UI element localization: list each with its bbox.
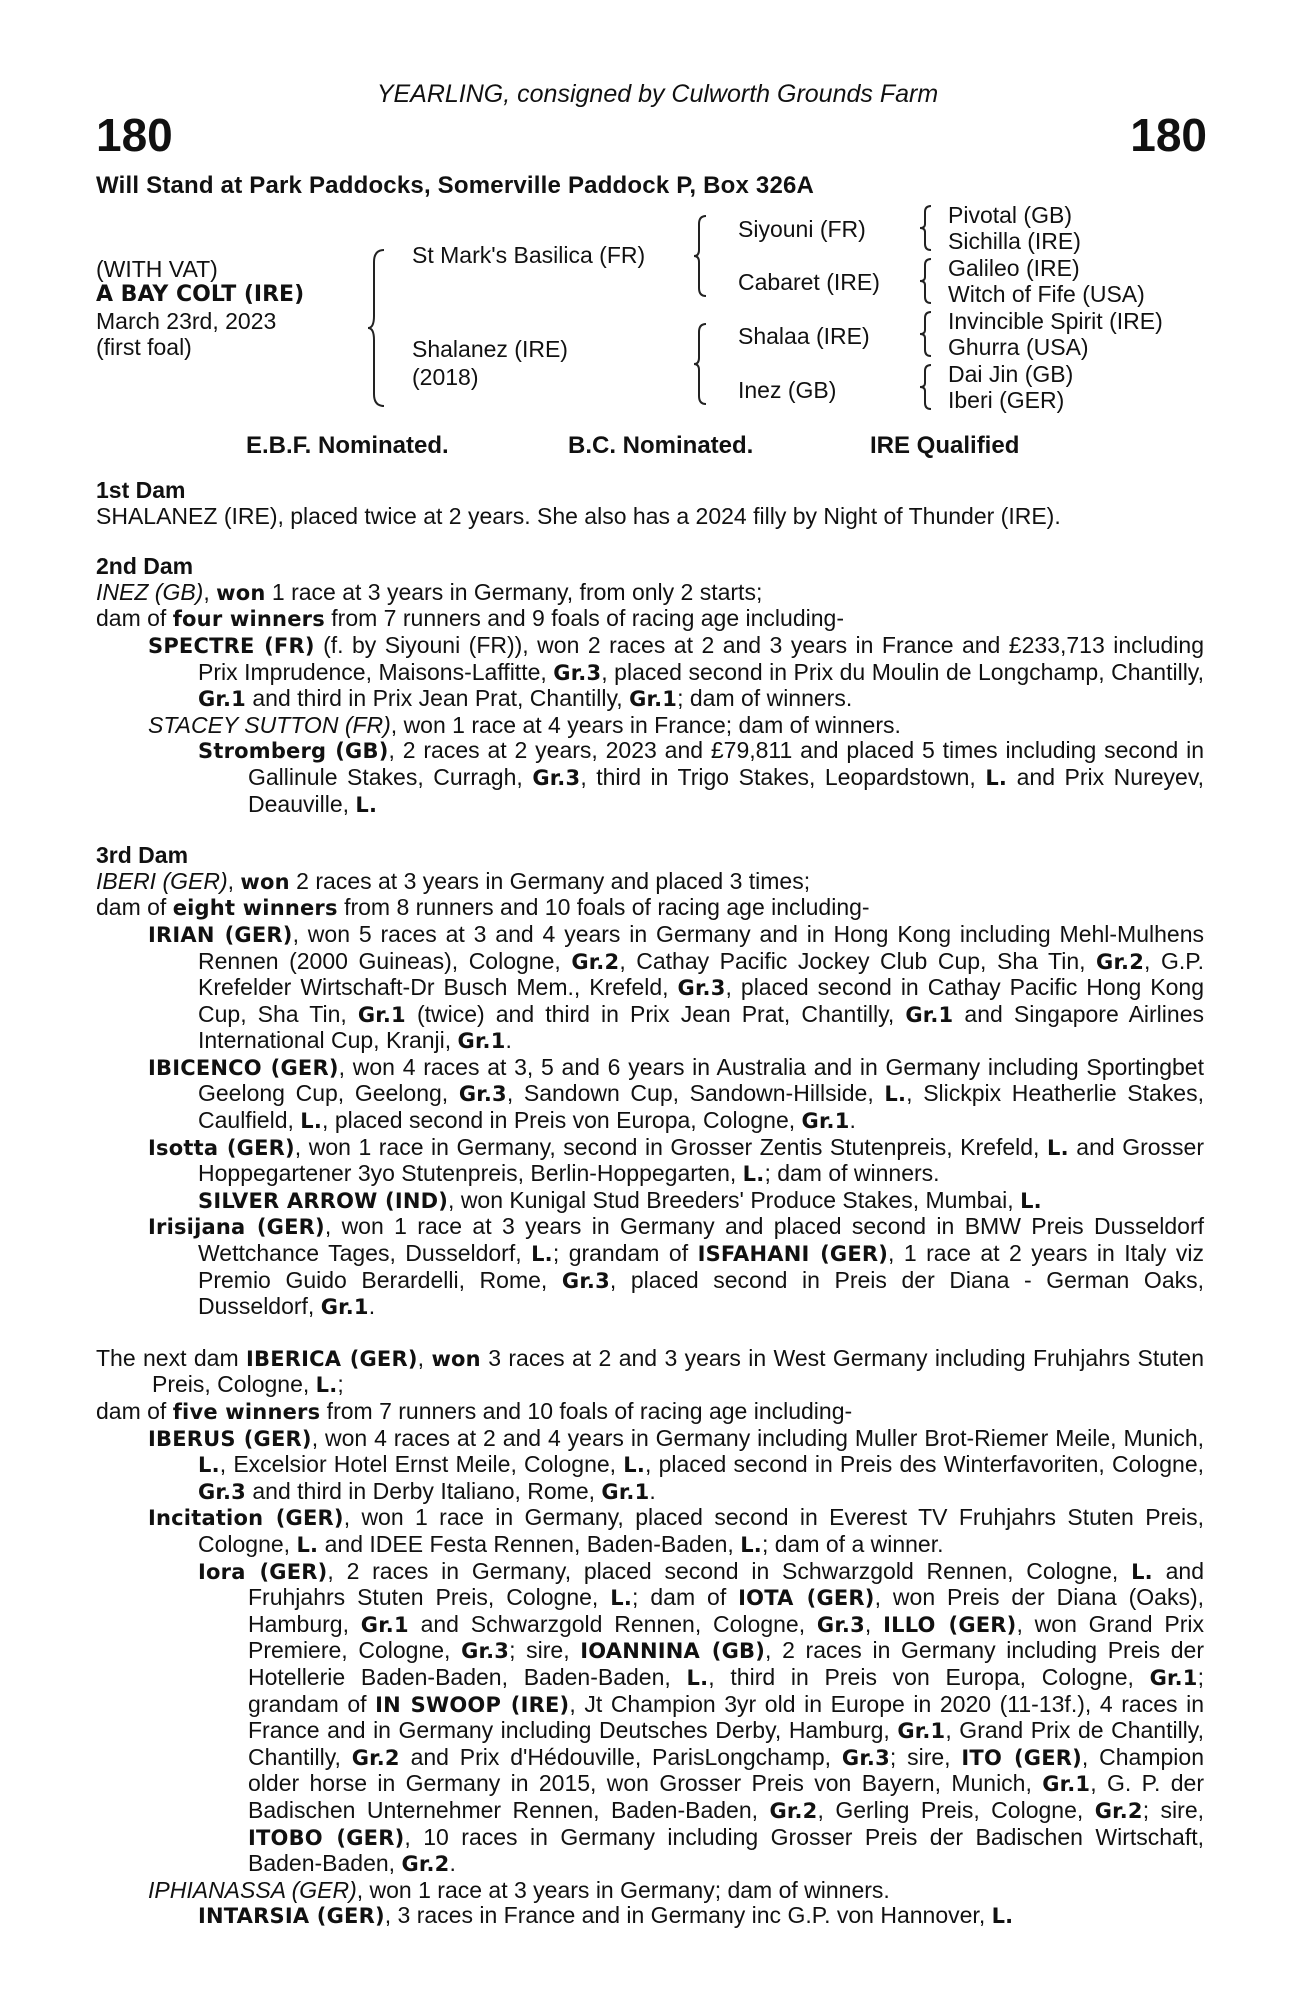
pedigree-brace-main [366,248,388,408]
text-run: , won Preis der Diana (Oaks), Hamburg, [248,1584,1205,1637]
text-run: and Prix Nureyev, Deauville, [248,763,1205,817]
produce-record [96,1559,1204,1878]
bold-text: L. [742,1162,765,1187]
bold-text: IRIAN (GER) [148,922,293,947]
text-run: 1 race at 3 years in Germany, from only 2 starts; [265,578,763,605]
bold-text: SILVER ARROW (IND) [198,1188,449,1213]
grandsire-dai-jin: Dai Jin (GB) [948,361,1074,387]
text-run: dam of [96,605,173,632]
bold-text: Gr.3 [458,1082,507,1107]
text-run: , Gerling Preis, Cologne, [817,1796,1095,1823]
text-run: ; grandam of [248,1663,1205,1717]
text-run: , won Kunigal Stud Breeders' Produce Stakes, Mumbai, [448,1186,1021,1213]
bold-text: Isotta (GER) [148,1135,295,1160]
bold-text: Gr.1 [320,1295,369,1320]
bold-text: L. [610,1586,633,1611]
bold-text: Gr.1 [1149,1665,1198,1690]
bold-text: Gr.1 [629,687,678,712]
text-run: , placed second in Preis der Diana - German Oaks, Dusseldorf, [198,1266,1205,1320]
bold-text: Gr.3 [553,660,602,685]
ebf-nominated: E.B.F. Nominated. [246,432,449,459]
bold-text: L. [300,1109,323,1134]
pedigree-brace-sire [692,214,710,298]
produce-record [96,504,1204,530]
text-run: ; dam of [632,1584,739,1611]
bold-text: Gr.2 [1094,1798,1143,1823]
bold-text: Gr.1 [457,1029,506,1054]
text-run: , Champion older horse in Germany in 2015, won Grosser Preis von Bayern, Munich, [248,1743,1204,1797]
text-run: , 2 races in Germany including Preis der Hotellerie Baden-Baden, Baden-Baden, [248,1637,1205,1690]
text-run: . [368,1293,376,1320]
produce-record [96,1903,1204,1930]
bold-text: Incitation (GER) [148,1506,344,1531]
italic-text: IBERI (GER) [96,867,228,894]
text-run: , placed second in Preis von Europa, Cologne, [322,1107,802,1134]
text-run: , G. P. der Badischen Unternehmer Rennen, Baden-Baden, [248,1770,1204,1823]
bold-text: ISFAHANI (GER) [697,1242,889,1267]
pedigree-section [96,554,1204,818]
bold-text: IOTA (GER) [738,1586,875,1611]
sire: St Mark's Basilica (FR) [412,242,646,268]
bold-text: L. [296,1532,319,1557]
pedigree-brace-dam [692,322,710,406]
granddam-ghurra: Ghurra (USA) [948,334,1089,360]
text-run: . [849,1107,856,1134]
text-run: and third in Derby Italiano, Rome, [246,1477,602,1504]
text-run: ; sire, [889,1743,962,1770]
bold-text: IBERICA (GER) [245,1346,418,1371]
bold-text: four winners [172,607,325,632]
text-run: , 2 races at 2 years, 2023 and £79,811 and placed 5 times including second in Gallinule Stakes, Curragh, [248,737,1205,790]
pedigree-section [96,1346,1204,1930]
stand-location: Will Stand at Park Paddocks, Somerville Paddock P, Box 326A [96,172,815,199]
text-run: and IDEE Festa Rennen, Baden-Baden, [318,1530,741,1557]
bold-text: Gr.3 [461,1639,510,1664]
bold-text: Gr.3 [816,1612,865,1637]
bold-text: IOANNINA (GB) [580,1639,766,1664]
sire-dam: Cabaret (IRE) [738,269,880,295]
text-run: , third in Trigo Stakes, Leopardstown, [580,763,986,790]
text-run: , [417,1344,432,1371]
lot-number-right: 180 [1130,109,1207,161]
bold-text: Gr.1 [357,1002,406,1027]
bold-text: Gr.2 [571,949,620,974]
produce-record [96,895,1204,922]
bold-text: Gr.1 [360,1612,409,1637]
section-gap [96,529,1204,554]
text-run: ; dam of winners. [677,685,853,712]
produce-record [96,606,1204,633]
catalogue-body [96,478,1204,1930]
text-run: , Cathay Pacific Jockey Club Cup, Sha Tin, [619,947,1097,974]
text-run: SHALANEZ (IRE), placed twice at 2 years. She also has a 2024 filly by Night of Thunder (IRE). [96,502,1061,529]
text-run: ; dam of winners. [764,1160,940,1187]
bold-text: five winners [172,1400,321,1424]
produce-record [96,1055,1204,1135]
ire-qualified: IRE Qualified [870,432,1020,459]
text-run: , won 5 races at 3 and 4 years in Germany and in Hong Kong including Mehl-Mulhens Rennen (2000 Guineas), Cologne, [198,920,1204,974]
dam: Shalanez (IRE) [412,336,568,362]
foaling-date: March 23rd, 2023 [96,308,277,334]
italic-text: STACEY SUTTON (FR) [148,711,391,738]
bold-text: Gr.1 [801,1109,850,1134]
text-run: ; sire, [509,1637,581,1664]
bold-text: won [240,869,290,894]
text-run: dam of [96,1398,173,1424]
bold-text: L. [1131,1559,1153,1584]
pedigree-section [96,843,1204,1321]
produce-record [96,1505,1204,1558]
text-run: , [864,1610,884,1637]
bold-text: Gr.2 [351,1745,400,1770]
bold-text: L. [198,1453,220,1478]
section-heading: 1st Dam [96,477,186,503]
text-run: from 7 runners and 10 foals of racing age including- [320,1398,853,1424]
vat-note: (WITH VAT) [96,256,218,282]
text-run: , 2 races in Germany, placed second in Schwarzgold Rennen, Cologne, [327,1557,1132,1584]
bold-text: L. [355,792,378,817]
text-run: , 10 races in Germany including Grosser Preis der Badischen Wirtschaft, Baden-Baden, [248,1823,1204,1877]
produce-record [96,1214,1204,1320]
text-run: , won 1 race in Germany, placed second in Everest TV Fruhjahrs Stuten Preis, Cologne, [198,1504,1205,1557]
text-run: from 7 runners and 9 foals of racing age including- [324,605,844,632]
produce-record [96,713,1204,739]
text-run: , won 1 race at 3 years in Germany and placed second in BMW Preis Dusseldorf Wettchance Tages, Dusseldorf, [198,1213,1204,1267]
bold-text: L. [985,765,1008,790]
bold-text: Gr.2 [1096,949,1145,974]
text-run: ; grandam of [552,1240,698,1267]
text-run: and third in Prix Jean Prat, Chantilly, [246,685,630,712]
bold-text: L. [315,1373,338,1398]
text-run: , G.P. Krefelder Wirtschaft-Dr Busch Mem., Krefeld, [198,947,1204,1001]
bc-nominated: B.C. Nominated. [568,432,754,459]
granddam-witch-of-fife: Witch of Fife (USA) [948,281,1145,307]
bold-text: won [216,580,266,605]
pedigree-brace-g1 [918,204,934,252]
text-run: , 3 races in France and in Germany inc G.P. von Hannover, [384,1902,992,1929]
dam-foaled-year: (2018) [412,364,479,390]
bold-text: L. [623,1453,646,1478]
text-run: (f. by Siyouni (FR)), won 2 races at 2 and 3 years in France and £233,713 including Prix Imprudence, Maisons-Laffitte, [198,631,1204,685]
text-run: dam of [96,894,173,921]
text-run: 2 races at 3 years in Germany and placed 3 times; [289,867,811,894]
section-heading: 3rd Dam [96,842,189,869]
text-run: . [449,1850,456,1877]
text-run: ; dam of a winner. [761,1530,944,1557]
text-run: and Fruhjahrs Stuten Preis, Cologne, [248,1557,1205,1611]
produce-record [96,1135,1204,1188]
text-run: , won 1 race in Germany, second in Grosser Zentis Stutenpreis, Krefeld, [294,1133,1047,1160]
text-run: (twice) and third in Prix Jean Prat, Chantilly, [405,1000,906,1027]
section-gap [96,818,1204,843]
bold-text: Gr.2 [769,1798,818,1823]
text-run: , Jt Champion 3yr old in Europe in 2020 (11-13f.), 4 races in France and in Germany including Deutsches Derby, Hamburg, [248,1690,1205,1744]
lot-number-left: 180 [96,109,173,161]
text-run: , 1 race at 2 years in Italy viz Premio Guido Berardelli, Rome, [198,1240,1204,1293]
bold-text: Irisijana (GER) [148,1215,325,1240]
bold-text: Gr.3 [561,1268,610,1293]
pedigree-section [96,478,1204,529]
bold-text: Gr.1 [1042,1772,1091,1797]
bold-text: eight winners [172,896,338,921]
text-run: , won 4 races at 2 and 4 years in Germany including Muller Brot-Riemer Meile, Munich, [311,1424,1204,1451]
bold-text: ITOBO (GER) [248,1825,405,1850]
bold-text: L. [884,1082,907,1107]
text-run: and Prix d'Hédouville, ParisLongchamp, [399,1743,842,1770]
text-run: . [505,1027,512,1054]
bold-text: SPECTRE (FR) [148,633,315,658]
text-run: , [227,867,241,894]
text-run: . [649,1477,656,1504]
produce-record [96,580,1204,607]
bold-text: Iora (GER) [198,1559,328,1584]
bold-text: Gr.3 [532,765,581,790]
pedigree-brace-g3 [918,310,934,358]
text-run: , placed second in Preis des Winterfavoriten, Cologne, [645,1451,1205,1478]
granddam-sichilla: Sichilla (IRE) [948,228,1081,254]
grandsire-pivotal: Pivotal (GB) [948,202,1072,228]
grandsire-galileo: Galileo (IRE) [948,255,1080,281]
section-heading: 2nd Dam [96,553,194,580]
grandsire-invincible-spirit: Invincible Spirit (IRE) [948,308,1163,334]
bold-text: Gr.1 [198,687,246,712]
text-run: ; [337,1371,344,1398]
first-foal-note: (first foal) [96,334,192,360]
section-gap [96,1321,1204,1346]
produce-record [96,1878,1204,1904]
text-run: , placed second in Prix du Moulin de Longchamp, Chantilly, [601,658,1204,685]
text-run: , won 1 race at 4 years in France; dam of winners. [390,711,901,738]
text-run: The next dam [96,1344,246,1371]
pedigree-brace-g4 [918,363,934,411]
text-run: and Grosser Hoppegartener 3yo Stutenpreis, Berlin-Hoppegarten, [198,1133,1204,1187]
consignment-line: YEARLING, consigned by Culworth Grounds Farm [376,80,939,108]
bold-text: Gr.3 [677,976,726,1001]
pedigree-brace-g2 [918,257,934,305]
bold-text: ITO (GER) [961,1745,1082,1770]
produce-record [96,633,1204,713]
text-run: , [203,578,217,605]
bold-text: L. [1046,1135,1069,1160]
bold-text: INTARSIA (GER) [198,1904,385,1929]
text-run: ; sire, [1142,1796,1205,1823]
produce-record [96,738,1204,818]
text-run: from 8 runners and 10 foals of racing age including- [337,894,870,921]
text-run: , won 4 races at 3, 5 and 6 years in Australia and in Germany including Sportingbet Geelong Cup, Geelong, [198,1053,1204,1107]
text-run: , Grand Prix de Chantilly, Chantilly, [248,1717,1204,1770]
granddam-iberi: Iberi (GER) [948,387,1065,413]
bold-text: L. [991,1904,1014,1929]
produce-record [96,1399,1204,1426]
produce-record [96,1346,1204,1399]
produce-record [96,1188,1204,1215]
text-run: , Sandown Cup, Sandown-Hillside, [506,1080,885,1107]
bold-text: Gr.3 [198,1479,246,1504]
bold-text: won [431,1346,481,1371]
bold-text: IN SWOOP (IRE) [375,1692,570,1717]
text-run: , Slickpix Heatherlie Stakes, Caulfield, [198,1080,1204,1134]
produce-record [96,869,1204,896]
bold-text: Stromberg (GB) [198,739,389,764]
bold-text: L. [740,1532,762,1557]
bold-text: ILLO (GER) [883,1612,1017,1637]
italic-text: IPHIANASSA (GER) [148,1876,357,1903]
bold-text: Gr.2 [401,1852,450,1877]
sire-sire: Siyouni (FR) [738,216,866,242]
bold-text: Gr.1 [905,1002,954,1027]
bold-text: L. [686,1665,709,1690]
bold-text: Gr.1 [897,1719,946,1744]
text-run: , third in Preis von Europa, Cologne, [708,1663,1150,1690]
text-run: , Excelsior Hotel Ernst Meile, Cologne, [219,1451,624,1478]
italic-text: INEZ (GB) [96,578,204,605]
dam-dam: Inez (GB) [738,377,837,403]
text-run: , won 1 race at 3 years in Germany; dam of winners. [356,1876,890,1903]
bold-text: Gr.3 [841,1745,890,1770]
text-run: 3 races at 2 and 3 years in West Germany including Fruhjahrs Stuten Preis, Cologne, [152,1344,1205,1398]
produce-record [96,1426,1204,1506]
text-run: and Schwarzgold Rennen, Cologne, [408,1610,817,1637]
bold-text: L. [1020,1188,1042,1213]
horse-name: A BAY COLT (IRE) [96,282,305,307]
dam-sire: Shalaa (IRE) [738,323,870,349]
bold-text: IBICENCO (GER) [148,1055,339,1080]
bold-text: L. [531,1242,553,1267]
text-run: , won Grand Prix Premiere, Cologne, [248,1610,1205,1664]
text-run: and Singapore Airlines International Cup, Kranji, [198,1000,1204,1054]
text-run: , placed second in Cathay Pacific Hong Kong Cup, Sha Tin, [198,974,1204,1027]
produce-record [96,922,1204,1055]
bold-text: Gr.1 [601,1479,650,1504]
bold-text: IBERUS (GER) [148,1426,312,1451]
